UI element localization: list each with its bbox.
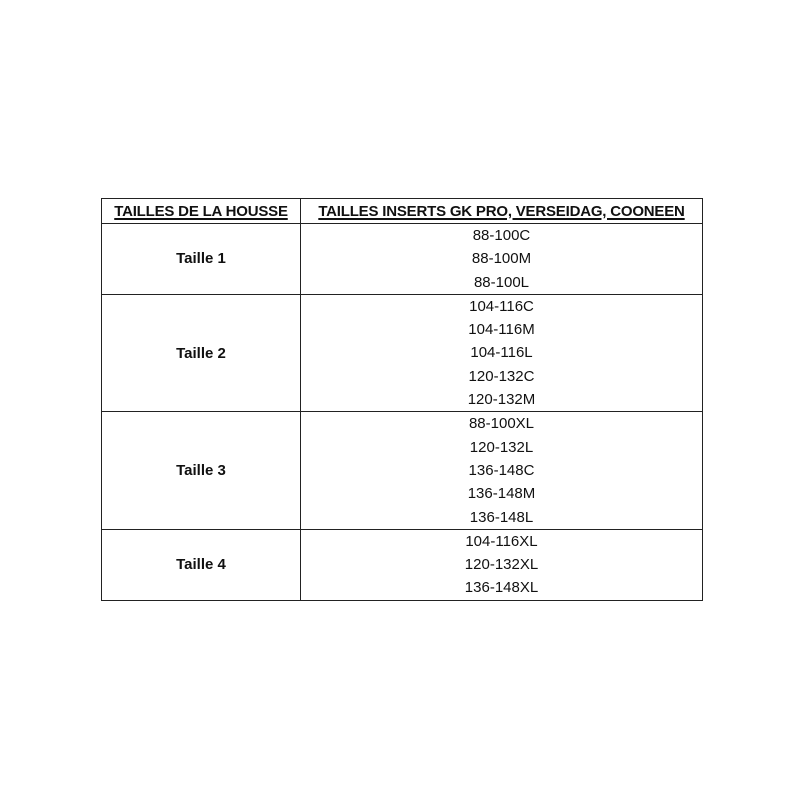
insert-size: 88-100M xyxy=(471,250,532,268)
insert-size: 104-116L xyxy=(470,344,533,362)
insert-size: 88-100XL xyxy=(468,415,535,433)
header-cover-sizes xyxy=(102,199,301,224)
table-row xyxy=(102,412,703,529)
insert-size: 120-132L xyxy=(469,438,534,456)
insert-sizes-cell xyxy=(301,529,703,600)
table-row xyxy=(102,529,703,600)
header-insert-sizes xyxy=(301,199,703,224)
header-insert-sizes-label: TAILLES INSERTS GK PRO, VERSEIDAG, COONEEN xyxy=(318,202,685,220)
insert-size: 104-116M xyxy=(468,321,535,339)
insert-size: 88-100C xyxy=(472,227,531,244)
insert-size: 136-148L xyxy=(469,508,534,526)
insert-size: 136-148M xyxy=(467,485,536,503)
cover-size-cell: Taille 2 xyxy=(102,294,301,411)
insert-sizes-cell xyxy=(301,224,703,295)
size-chart-table xyxy=(101,198,703,601)
cover-size-cell: Taille 4 xyxy=(102,529,301,600)
header-cover-sizes-label: TAILLES DE LA HOUSSE xyxy=(114,202,288,220)
insert-size: 136-148C xyxy=(468,461,535,479)
insert-size: 120-132C xyxy=(468,367,535,385)
insert-size: 120-132M xyxy=(467,391,536,409)
insert-sizes-cell xyxy=(301,294,703,411)
insert-size: 120-132XL xyxy=(464,556,539,574)
insert-sizes-cell xyxy=(301,412,703,529)
cover-size-cell: Taille 3 xyxy=(102,412,301,529)
table-row xyxy=(102,224,703,295)
table-row xyxy=(102,294,703,411)
insert-size: 104-116C xyxy=(469,297,534,315)
insert-size: 104-116XL xyxy=(465,532,538,550)
insert-size: 88-100L xyxy=(473,273,530,291)
header-row xyxy=(102,199,703,224)
cover-size-cell: Taille 1 xyxy=(102,224,301,295)
insert-size: 136-148XL xyxy=(464,579,539,597)
